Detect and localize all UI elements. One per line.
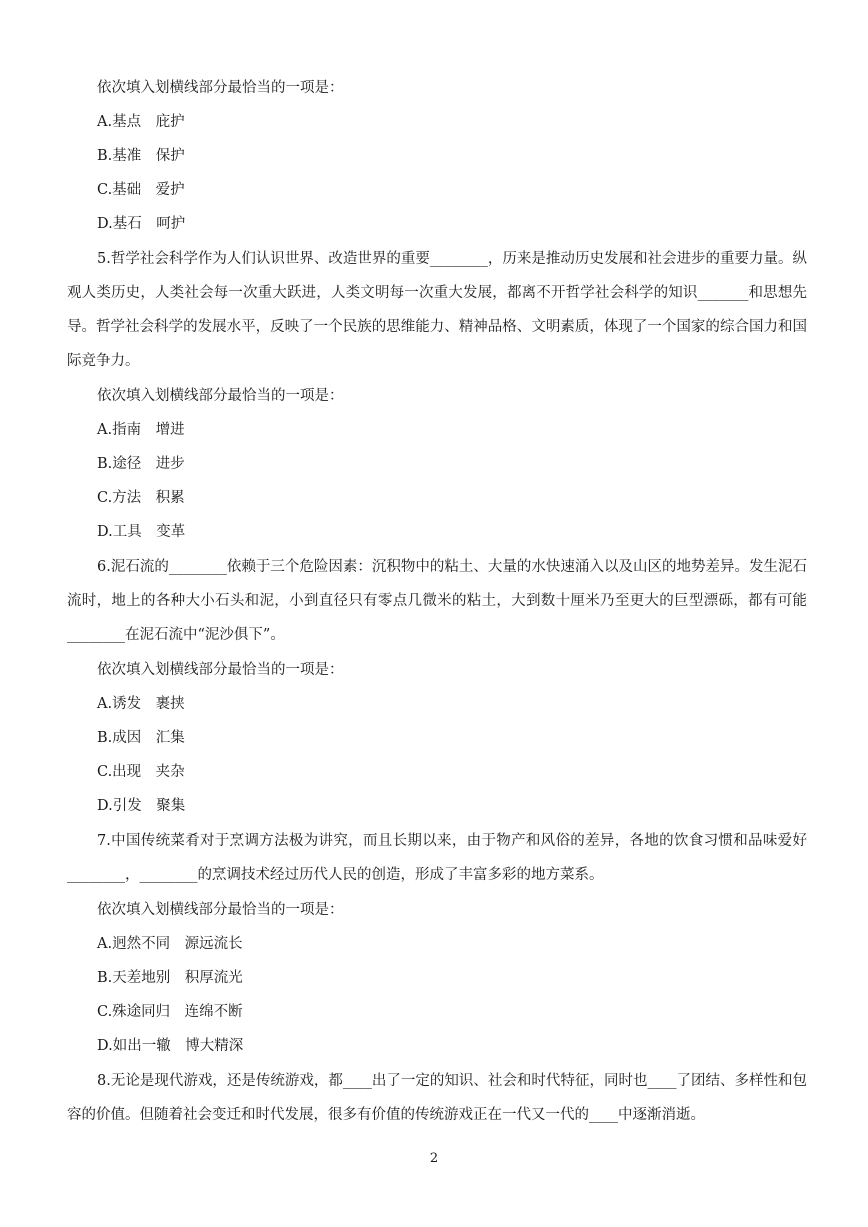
q7-option-d: D.如出一辙 博大精深 bbox=[97, 1038, 244, 1054]
page-number: 2 bbox=[429, 1151, 439, 1166]
q5-option-a: A.指南 增进 bbox=[97, 422, 185, 438]
q5-text: 5.哲学社会科学作为人们认识世界、改造世界的重要________，历来是推动历史发展和社会进步的重要力量。纵观人类历史，人类社会每一次重大跃进，人类文明每一次重大发展，都离不开哲学社会科学的知识_______和思想先导。哲学社会科学的发展水平，反映了一个民族的思维能力、精神品格、文明素质，体现了一个国家的综合国力和国际竞争力。 bbox=[67, 251, 807, 369]
q4-option-c: C.基础 爱护 bbox=[97, 182, 185, 198]
q6-option-c: C.出现 夹杂 bbox=[97, 764, 185, 780]
q7-text: 7.中国传统菜肴对于烹调方法极为讲究，而且长期以来，由于物产和风俗的差异，各地的饮食习惯和品味爱好________，________的烹调技术经过历代人民的创造，形成了丰富多彩的地方菜系。 bbox=[67, 833, 807, 883]
q5-options bbox=[67, 418, 807, 544]
q5-option-c: C.方法 积累 bbox=[97, 490, 185, 506]
q6-options bbox=[67, 692, 807, 818]
q4-option-d: D.基石 呵护 bbox=[97, 216, 186, 232]
q6-text: 6.泥石流的________依赖于三个危险因素：沉积物中的粘土、大量的水快速涌入以及山区的地势差异。发生泥石流时，地上的各种大小石头和泥，小到直径只有零点几微米的粘土，大到数十厘米乃至更大的巨型漂砾，都有可能________在泥石流中“泥沙俱下”。 bbox=[67, 559, 807, 643]
q8-text: 8.无论是现代游戏，还是传统游戏，都____出了一定的知识、社会和时代特征，同时也____了团结、多样性和包容的价值。但随着社会变迁和时代发展，很多有价值的传统游戏正在一代又一代的____中逐渐消逝。 bbox=[67, 1073, 807, 1123]
q7-prompt: 依次填入划横线部分最恰当的一项是： bbox=[97, 902, 344, 918]
q5-option-d: D.工具 变革 bbox=[97, 524, 186, 540]
q4-option-a: A.基点 庇护 bbox=[97, 114, 185, 130]
q6-option-b: B.成因 汇集 bbox=[97, 730, 185, 746]
q5-prompt: 依次填入划横线部分最恰当的一项是： bbox=[97, 388, 344, 404]
q6-option-d: D.引发 聚集 bbox=[97, 798, 186, 814]
q6-option-a: A.诱发 裹挟 bbox=[97, 696, 185, 712]
q7-option-a: A.迥然不同 源远流长 bbox=[97, 936, 243, 952]
q7-options bbox=[67, 932, 807, 1058]
q4-options bbox=[67, 110, 807, 236]
q4-prompt: 依次填入划横线部分最恰当的一项是： bbox=[97, 80, 344, 96]
page-content bbox=[67, 76, 807, 1138]
q7-option-c: C.殊途同归 连绵不断 bbox=[97, 1004, 243, 1020]
q4-option-b: B.基准 保护 bbox=[97, 148, 185, 164]
q7-option-b: B.天差地别 积厚流光 bbox=[97, 970, 243, 986]
q6-prompt: 依次填入划横线部分最恰当的一项是： bbox=[97, 662, 344, 678]
q5-option-b: B.途径 进步 bbox=[97, 456, 185, 472]
